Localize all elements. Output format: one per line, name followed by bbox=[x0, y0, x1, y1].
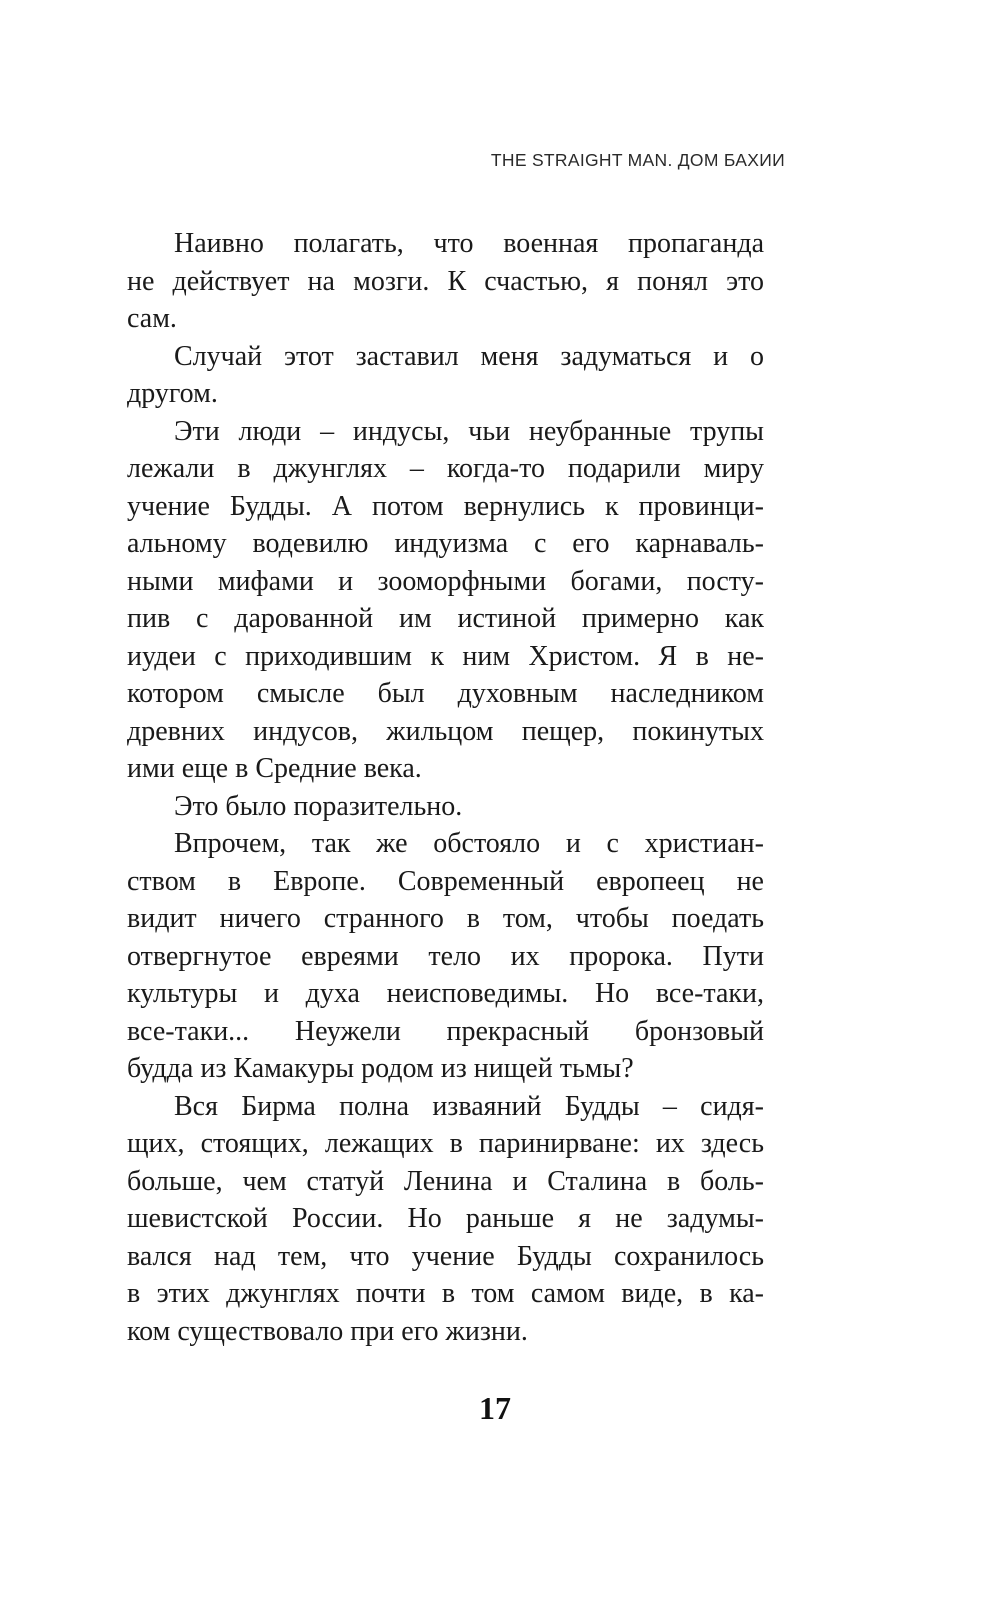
paragraph bbox=[127, 788, 764, 826]
body-text bbox=[127, 225, 764, 1350]
text-line: не действует на мозги. К счастью, я понял это bbox=[127, 265, 764, 297]
text-line: ством в Европе. Современный европеец не bbox=[127, 865, 764, 897]
text-line: видит ничего странного в том, чтобы поедать bbox=[127, 903, 764, 934]
text-line: Случай этот заставил меня задуматься и о bbox=[174, 340, 764, 372]
page-number: 17 bbox=[479, 1390, 511, 1426]
text-line: иудеи с приходившим к ним Христом. Я в не- bbox=[127, 640, 764, 672]
paragraph bbox=[127, 225, 764, 338]
text-line: будда из Камакуры родом из нищей тьмы? bbox=[127, 1053, 634, 1084]
text-line: древних индусов, жильцом пещер, покинутых bbox=[127, 715, 764, 747]
text-line: Вся Бирма полна изваяний Будды – сидя- bbox=[174, 1090, 764, 1122]
text-line: вался над тем, что учение Будды сохранилось bbox=[127, 1240, 764, 1272]
text-line: культуры и духа неисповедимы. Но все-таки, bbox=[127, 978, 764, 1009]
text-line: отвергнутое евреями тело их пророка. Пути bbox=[127, 940, 764, 972]
text-line: больше, чем статуй Ленина и Сталина в боль- bbox=[127, 1165, 764, 1197]
text-line: в этих джунглях почти в том самом виде, в ка- bbox=[127, 1278, 764, 1309]
paragraph bbox=[127, 1088, 764, 1351]
text-line: Эти люди – индусы, чьи неубранные трупы bbox=[174, 415, 764, 447]
text-line: котором смысле был духовным наследником bbox=[127, 678, 764, 709]
paragraph bbox=[127, 338, 764, 413]
running-title: THE STRAIGHT MAN. ДОМ БАХИИ bbox=[490, 150, 785, 170]
text-line: сам. bbox=[127, 303, 177, 334]
text-line: ными мифами и зооморфными богами, посту- bbox=[127, 565, 764, 597]
text-line: Впрочем, так же обстояло и с христиан- bbox=[174, 828, 764, 859]
text-line: ком существовало при его жизни. bbox=[127, 1315, 528, 1347]
text-line: щих, стоящих, лежащих в паринирване: их здесь bbox=[127, 1128, 764, 1159]
text-line: учение Будды. А потом вернулись к провинци- bbox=[127, 490, 764, 522]
text-line: Наивно полагать, что военная пропаганда bbox=[174, 228, 764, 259]
text-line: ими еще в Средние века. bbox=[127, 753, 422, 784]
text-line: все-таки... Неужели прекрасный бронзовый bbox=[127, 1015, 764, 1047]
text-line: лежали в джунглях – когда-то подарили миру bbox=[127, 453, 764, 484]
text-line: альному водевилю индуизма с его карнаваль- bbox=[127, 528, 764, 559]
paragraph bbox=[127, 825, 764, 1088]
paragraph bbox=[127, 413, 764, 788]
text-line: другом. bbox=[127, 378, 218, 409]
text-line: шевистской России. Но раньше я не задумы- bbox=[127, 1203, 764, 1234]
text-line: Это было поразительно. bbox=[174, 790, 463, 822]
text-line: пив с дарованной им истиной примерно как bbox=[127, 603, 764, 634]
